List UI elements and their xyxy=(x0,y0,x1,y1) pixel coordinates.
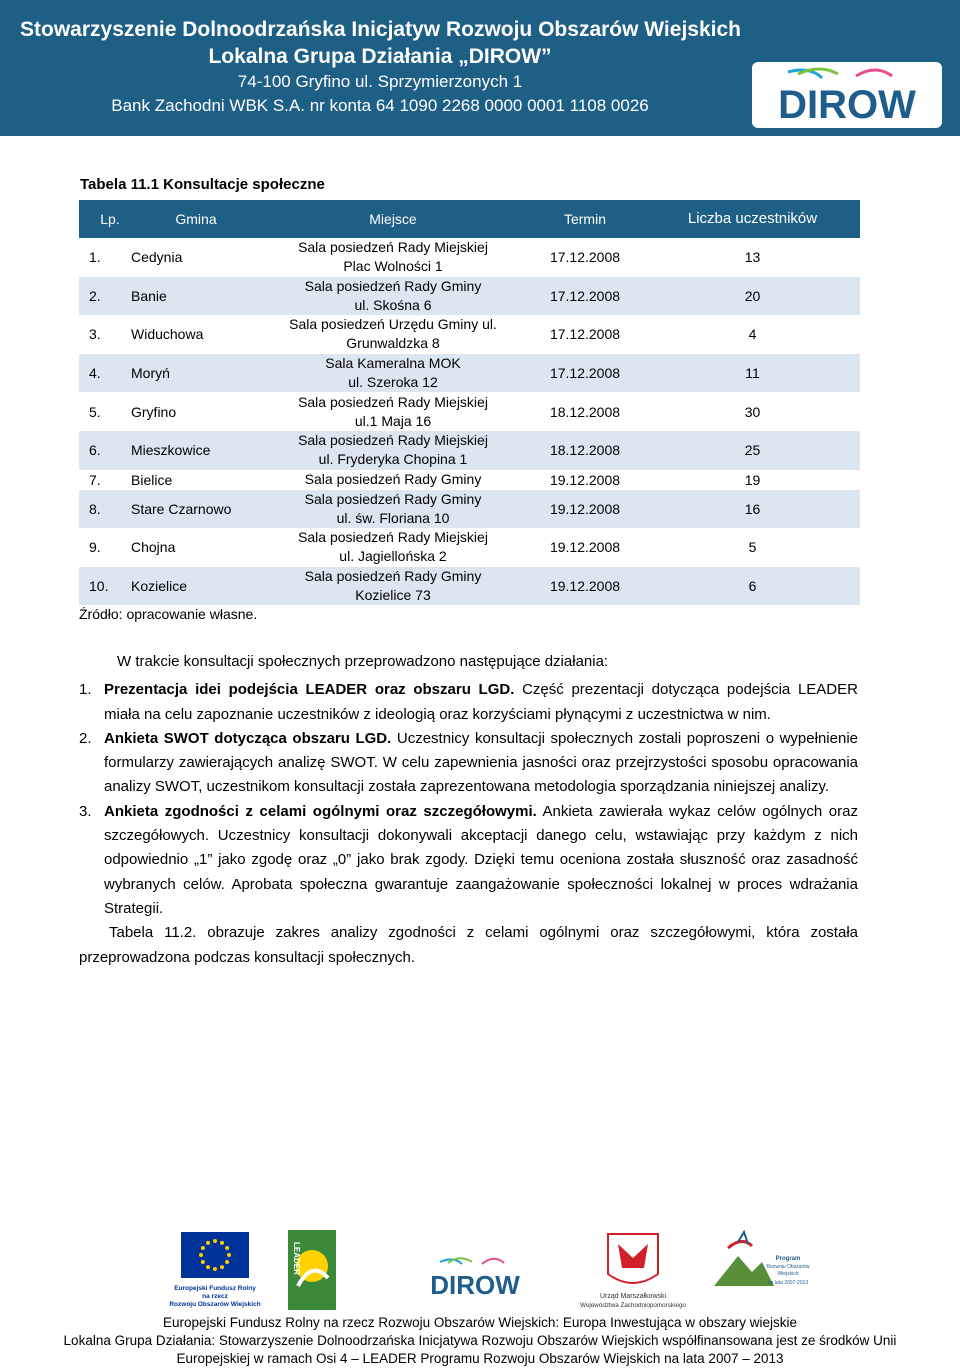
miejsce-line-1: Sala posiedzeń Urzędu Gminy ul. xyxy=(289,316,497,333)
activity-item xyxy=(79,678,858,727)
closing-paragraph: Tabela 11.2. obrazuje zakres analizy zgodności z celami ogólnymi oraz szczegółowymi, która została przeprowadzona podczas konsultacji społecznych. xyxy=(79,924,858,966)
eu-star xyxy=(225,1260,229,1264)
cell-liczba: 6 xyxy=(748,578,757,595)
dirow-logo xyxy=(752,62,942,128)
cell-gmina: Widuchowa xyxy=(131,326,204,343)
miejsce-line-1: Sala posiedzeń Rady Miejskiej xyxy=(298,393,488,410)
miejsce-line-1: Sala Kameralna MOK xyxy=(325,355,461,372)
consultations-table xyxy=(79,200,860,605)
eu-star xyxy=(206,1241,210,1245)
cell-gmina: Moryń xyxy=(131,365,170,382)
miejsce-line-2: ul. Fryderyka Chopina 1 xyxy=(318,451,468,468)
cell-termin: 17.12.2008 xyxy=(549,326,621,343)
leader-logo xyxy=(288,1230,336,1310)
cell-miejsce xyxy=(261,470,525,490)
cell-lp: 8. xyxy=(89,500,101,517)
cell-termin: 17.12.2008 xyxy=(549,365,621,382)
miejsce-line-2: ul. Szeroka 12 xyxy=(348,374,438,391)
cell-termin: 18.12.2008 xyxy=(549,442,621,459)
footer-line-2: Lokalna Grupa Działania: Stowarzyszenie Dolnoodrzańska Inicjatywa Rozwoju Obszarów Wiejskich współfinansowana jest ze środków Unii xyxy=(63,1333,897,1348)
table-row xyxy=(79,528,860,567)
activities-list xyxy=(79,678,858,921)
eu-star xyxy=(220,1265,224,1269)
eu-star xyxy=(227,1253,231,1257)
cell-termin: 17.12.2008 xyxy=(549,249,621,266)
cell-gmina: Chojna xyxy=(131,539,176,556)
svg-text:Wiejskich: Wiejskich xyxy=(777,1271,799,1277)
cell-miejsce xyxy=(261,277,525,316)
cell-liczba: 4 xyxy=(748,326,757,343)
cell-lp: 6. xyxy=(89,442,101,459)
miejsce-line-2: ul. św. Floriana 10 xyxy=(336,509,450,526)
miejsce-line-2: ul. Jagiellońska 2 xyxy=(339,548,447,565)
cell-gmina: Mieszkowice xyxy=(131,442,211,459)
table-row xyxy=(79,238,860,277)
svg-text:na lata 2007-2013: na lata 2007-2013 xyxy=(767,1280,809,1286)
cell-liczba: 19 xyxy=(744,471,761,488)
cell-liczba: 16 xyxy=(744,500,761,517)
activity-title: Ankieta SWOT dotycząca obszaru LGD. xyxy=(104,729,392,747)
svg-text:DIROW: DIROW xyxy=(430,1270,520,1300)
miejsce-line-2: Kozielice 73 xyxy=(355,587,431,604)
table-row xyxy=(79,567,860,606)
eu-star xyxy=(201,1260,205,1264)
cell-gmina: Banie xyxy=(131,287,167,304)
eu-star xyxy=(213,1239,217,1243)
svg-text:LEADER: LEADER xyxy=(292,1242,301,1275)
miejsce-line-2: ul.1 Maja 16 xyxy=(354,412,432,429)
footer-line-3: Europejskiej w ramach Osi 4 – LEADER Programu Rozwoju Obszarów Wiejskich na lata 2007 – 2013 xyxy=(176,1351,784,1366)
svg-text:Województwa Zachodniopomorskie: Województwa Zachodniopomorskiego xyxy=(580,1302,686,1309)
header-termin: Termin xyxy=(525,200,645,238)
activity-title: Prezentacja idei podejścia LEADER oraz obszaru LGD. xyxy=(104,681,515,699)
svg-text:Rozwoju Obszarów: Rozwoju Obszarów xyxy=(766,1264,810,1270)
miejsce-line-1: Sala posiedzeń Rady Gminy xyxy=(304,568,482,585)
table-row xyxy=(79,431,860,470)
eu-star xyxy=(225,1246,229,1250)
cell-miejsce xyxy=(261,490,525,529)
cell-termin: 17.12.2008 xyxy=(549,287,621,304)
cell-gmina: Stare Czarnowo xyxy=(131,500,232,517)
table-row xyxy=(79,277,860,316)
miejsce-line-2: ul. Skośna 6 xyxy=(354,296,432,313)
table-row xyxy=(79,354,860,393)
activity-description: Uczestnicy konsultacji społecznych zostali poproszeni o wypełnienie formularzy zawierających analizę SWOT. W celu zapewnienia jasności oraz przejrzystości sposobu opracowania analizy SWOT, uczestnikom konsultacji została zaprezentowana metodologia sporządzania niniejszej analizy. xyxy=(104,729,858,796)
eu-star xyxy=(220,1241,224,1245)
svg-text:Rozwoju Obszarów Wiejskich: Rozwoju Obszarów Wiejskich xyxy=(169,1301,261,1308)
footer-line-1: Europejski Fundusz Rolny na rzecz Rozwoju Obszarów Wiejskich: Europa Inwestująca w obszary wiejskie xyxy=(162,1315,797,1330)
table-row xyxy=(79,315,860,354)
activity-number: 1. xyxy=(79,681,92,699)
cell-liczba: 11 xyxy=(745,365,760,382)
activity-number: 3. xyxy=(79,802,92,820)
miejsce-line-2: Grunwaldzka 8 xyxy=(346,335,440,352)
table-header-row xyxy=(79,200,860,238)
cell-termin: 19.12.2008 xyxy=(549,500,621,517)
cell-miejsce xyxy=(261,528,525,567)
eu-star xyxy=(206,1265,210,1269)
cell-termin: 19.12.2008 xyxy=(549,539,621,556)
cell-miejsce xyxy=(261,567,525,606)
cell-lp: 2. xyxy=(89,287,101,304)
dirow-logo-wordmark: DIROW xyxy=(778,83,916,127)
miejsce-line-2: Plac Wolności 1 xyxy=(343,258,443,275)
activity-title: Ankieta zgodności z celami ogólnymi oraz szczegółowymi. xyxy=(104,802,537,820)
urzad-marszalkowski-logo xyxy=(578,1228,688,1312)
footer-text xyxy=(0,1314,960,1368)
cell-miejsce xyxy=(261,354,525,393)
table-row xyxy=(79,470,860,490)
cell-liczba: 13 xyxy=(744,249,761,266)
intro-paragraph: W trakcie konsultacji społecznych przeprowadzono następujące działania: xyxy=(117,653,609,670)
cell-termin: 18.12.2008 xyxy=(549,403,621,420)
svg-text:Europejski Fundusz Rolny: Europejski Fundusz Rolny xyxy=(174,1285,256,1292)
cell-miejsce xyxy=(261,392,525,431)
svg-text:Program: Program xyxy=(775,1256,801,1262)
cell-miejsce xyxy=(261,431,525,470)
activity-description: Część prezentacji dotycząca podejścia LEADER miała na celu zapoznanie uczestników z ideologią oraz korzyściami płynącymi z uczestnictwa w nim. xyxy=(104,681,858,723)
activity-item xyxy=(79,727,858,800)
activity-item xyxy=(79,800,858,921)
cell-liczba: 5 xyxy=(748,539,757,556)
cell-gmina: Bielice xyxy=(131,471,173,488)
bank-account: Bank Zachodni WBK S.A. nr konta 64 1090 2268 0000 0001 1108 0026 xyxy=(111,96,649,115)
cell-termin: 19.12.2008 xyxy=(549,471,621,488)
cell-lp: 10. xyxy=(89,578,109,595)
lgd-name: Lokalna Grupa Działania „DIROW” xyxy=(208,45,552,68)
eu-star xyxy=(213,1267,217,1271)
activity-number: 2. xyxy=(79,729,92,747)
miejsce-line-1: Sala posiedzeń Rady Gminy xyxy=(304,490,482,507)
header-miejsce: Miejsce xyxy=(261,200,525,238)
body-text xyxy=(79,650,858,970)
letterhead-text xyxy=(20,16,740,118)
miejsce-line-1: Sala posiedzeń Rady Miejskiej xyxy=(298,529,488,546)
table-body xyxy=(79,238,860,605)
cell-miejsce xyxy=(261,315,525,354)
header-lp: Lp. xyxy=(79,200,131,238)
cell-termin: 19.12.2008 xyxy=(549,578,621,595)
table-row xyxy=(79,490,860,529)
miejsce-line-1: Sala posiedzeń Rady Miejskiej xyxy=(298,432,488,449)
header-gmina: Gmina xyxy=(131,200,261,238)
miejsce-line-1: Sala posiedzeń Rady Gminy xyxy=(304,277,482,294)
cell-liczba: 25 xyxy=(744,442,761,459)
prow-logo xyxy=(708,1226,810,1312)
address: 74-100 Gryfino ul. Sprzymierzonych 1 xyxy=(237,72,523,91)
cell-lp: 4. xyxy=(89,365,101,382)
cell-lp: 5. xyxy=(89,403,101,420)
cell-miejsce xyxy=(261,238,525,277)
cell-lp: 7. xyxy=(89,471,101,488)
cell-gmina: Cedynia xyxy=(131,249,183,266)
table-row xyxy=(79,392,860,431)
cell-liczba: 20 xyxy=(744,287,761,304)
organization-name: Stowarzyszenie Dolnoodrzańska Inicjatyw Rozwoju Obszarów Wiejskich xyxy=(20,18,741,41)
eu-flag-logo xyxy=(169,1232,261,1310)
cell-lp: 9. xyxy=(89,539,101,556)
cell-lp: 3. xyxy=(89,326,101,343)
miejsce-line-1: Sala posiedzeń Rady Miejskiej xyxy=(298,239,488,256)
miejsce-line-1: Sala posiedzeń Rady Gminy xyxy=(304,471,482,488)
cell-gmina: Kozielice xyxy=(131,578,188,595)
cell-lp: 1. xyxy=(89,249,101,266)
table-source: Źródło: opracowanie własne. xyxy=(79,606,258,622)
activity-description: Ankieta zawierała wykaz celów ogólnych oraz szczegółowych. Uczestnicy konsultacji dokonywali akceptacji danego celu, wstawiając przy każdym z nich odpowiednio „1” jako zgodę oraz „0” jako brak zgody. Dzięki temu oceniona została słuszność oraz zasadność wybranych celów. Aprobata społeczna gwarantuje zaangażowanie społeczności lokalnej w proces wdrażania Strategii. xyxy=(104,802,858,917)
header-liczba: Liczba uczestników xyxy=(645,200,860,238)
cell-gmina: Gryfino xyxy=(131,403,177,420)
eu-star xyxy=(201,1246,205,1250)
table-caption: Tabela 11.1 Konsultacje społeczne xyxy=(80,176,325,193)
footer-logos xyxy=(0,1222,960,1312)
svg-text:Urząd Marszałkowski: Urząd Marszałkowski xyxy=(599,1293,667,1300)
eu-star xyxy=(199,1253,203,1257)
svg-text:na rzecz: na rzecz xyxy=(202,1293,228,1300)
dirow-footer-logo xyxy=(420,1254,530,1300)
cell-liczba: 30 xyxy=(744,403,761,420)
